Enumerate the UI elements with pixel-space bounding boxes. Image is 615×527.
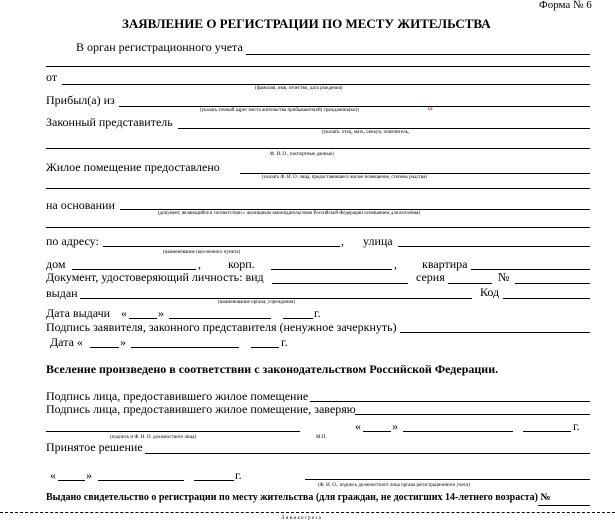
building-field[interactable] <box>271 269 392 270</box>
date-quote-close: » <box>120 335 126 349</box>
settlement-field[interactable] <box>103 246 340 247</box>
address-comma: , <box>341 234 344 248</box>
address-label: по адресу: <box>46 234 99 248</box>
housing-label: Жилое помещение предоставлено <box>46 160 220 174</box>
decision-field[interactable] <box>145 453 590 454</box>
arrived-from-field[interactable] <box>119 106 590 107</box>
official-signature-field[interactable] <box>46 431 300 432</box>
authority-field[interactable] <box>246 54 590 55</box>
date-year-field[interactable] <box>251 347 279 348</box>
basis-field[interactable] <box>120 209 590 210</box>
settlement-statement: Вселение произведено в соответствии с законодательством Российской Федерации. <box>46 362 499 376</box>
issue-year-suffix: г. <box>314 306 321 320</box>
date-year-suffix: г. <box>281 335 288 349</box>
issue-date-quote-open: « <box>121 306 127 320</box>
red-mark: ω <box>428 104 433 112</box>
cert-date-quote-open: « <box>355 419 361 433</box>
registrar-hint: (Ф. И. О., подпись должностного лица органа регистрационного учета) <box>318 483 470 488</box>
from-hint: (фамилия, имя, отчество, дата рождения) <box>255 86 343 91</box>
basis-hint: (документ, являющийся в соответствии с жилищным законодательством Российской Федерации основанием для вселения) <box>158 211 421 216</box>
official-hint: (подпись и Ф. И. О. должностного лица) <box>110 435 197 440</box>
doc-number-field[interactable] <box>515 283 590 284</box>
registrar-day-field[interactable] <box>58 480 85 481</box>
cert-year-suffix: г. <box>573 419 580 433</box>
apartment-field[interactable] <box>471 269 590 270</box>
decision-label: Принятое решение <box>46 440 143 454</box>
provider-certified-label: Подпись лица, предоставившего жилое помещение, заверяю <box>46 402 356 416</box>
cert-year-field[interactable] <box>523 431 571 432</box>
certificate-statement: Выдано свидетельство о регистрации по месту жительства (для граждан, не достигших 14-летнего возраста) № <box>46 492 551 503</box>
id-doc-type-field[interactable] <box>272 283 408 284</box>
issue-month-field[interactable] <box>169 318 271 319</box>
housing-field[interactable] <box>240 173 590 174</box>
from-label: от <box>46 70 58 84</box>
certificate-number-field[interactable] <box>538 505 590 506</box>
building-label: корп. <box>228 257 255 271</box>
arrived-from-label: Прибыл(а) из <box>46 93 115 107</box>
series-label: серия <box>416 270 445 284</box>
basis-label: на основании <box>46 198 115 212</box>
legal-rep-field-line2[interactable] <box>46 148 590 149</box>
applicant-signature-label: Подпись заявителя, законного представителя (ненужное зачеркнуть) <box>46 320 397 334</box>
registrar-year-suffix: г. <box>235 468 242 482</box>
house-comma: , <box>198 257 201 271</box>
cut-line-label: Л и н и я о т р е з а <box>281 516 321 521</box>
legal-rep-label: Законный представитель <box>46 115 173 129</box>
page-title: ЗАЯВЛЕНИЕ О РЕГИСТРАЦИИ ПО МЕСТУ ЖИТЕЛЬСТВА <box>122 16 491 31</box>
id-doc-label: Документ, удостоверяющий личность: вид <box>46 270 264 284</box>
cert-day-field[interactable] <box>363 431 391 432</box>
date-label: Дата « <box>50 335 83 349</box>
form-number: Форма № 6 <box>539 0 592 11</box>
house-label: дом <box>46 257 66 271</box>
registrar-month-field[interactable] <box>98 480 184 481</box>
cert-month-field[interactable] <box>403 431 513 432</box>
registrar-date-quote-open: « <box>50 468 56 482</box>
housing-field-line2[interactable] <box>46 188 590 189</box>
cert-date-quote-close: » <box>392 419 398 433</box>
to-authority-label: В орган регистрационного учета <box>76 40 243 54</box>
applicant-signature-field[interactable] <box>400 332 590 333</box>
issued-field[interactable] <box>80 298 472 299</box>
legal-rep-hint: (указать: отец, мать, опекун, попечитель, <box>322 130 410 135</box>
authority-field-line2[interactable] <box>46 66 590 67</box>
registrar-year-field[interactable] <box>194 480 234 481</box>
date-day-field[interactable] <box>90 347 119 348</box>
issue-date-label: Дата выдачи <box>46 306 111 320</box>
legal-rep-hint2: Ф. И. О., паспортные данные) <box>270 152 334 157</box>
basis-field-line2[interactable] <box>46 227 590 228</box>
provider-signature-label: Подпись лица, предоставившего жилое помещение <box>46 389 309 403</box>
issue-year-field[interactable] <box>283 318 313 319</box>
issued-label: выдан <box>46 286 78 300</box>
cut-line <box>0 512 615 513</box>
housing-hint: (указать Ф. И. О. лица, предоставившего жилое помещение, степень родства) <box>262 175 428 180</box>
issue-date-quote-close: » <box>158 306 164 320</box>
number-label: № <box>498 270 510 284</box>
mp-label: М.П. <box>316 435 327 440</box>
date-month-field[interactable] <box>131 347 239 348</box>
issuer-hint: (наименование органа, учреждения) <box>218 300 296 305</box>
street-label: улица <box>363 234 393 248</box>
apartment-label: квартира <box>422 257 468 271</box>
settlement-hint: (наименование населенного пункта) <box>163 250 241 255</box>
registrar-date-quote-close: » <box>86 468 92 482</box>
building-comma: , <box>394 257 397 271</box>
arrived-from-hint: (указать точный адрес места жительства прибывшего(ей) гражданина(ки)) <box>200 108 359 113</box>
code-label: Код <box>480 285 500 299</box>
code-field[interactable] <box>503 298 590 299</box>
series-field[interactable] <box>448 283 492 284</box>
legal-rep-field[interactable] <box>178 128 590 129</box>
street-field[interactable] <box>398 246 590 247</box>
provider-certified-field[interactable] <box>355 414 590 415</box>
issue-day-field[interactable] <box>129 318 157 319</box>
registrar-signature-field[interactable] <box>305 479 590 480</box>
from-field[interactable] <box>62 84 590 85</box>
